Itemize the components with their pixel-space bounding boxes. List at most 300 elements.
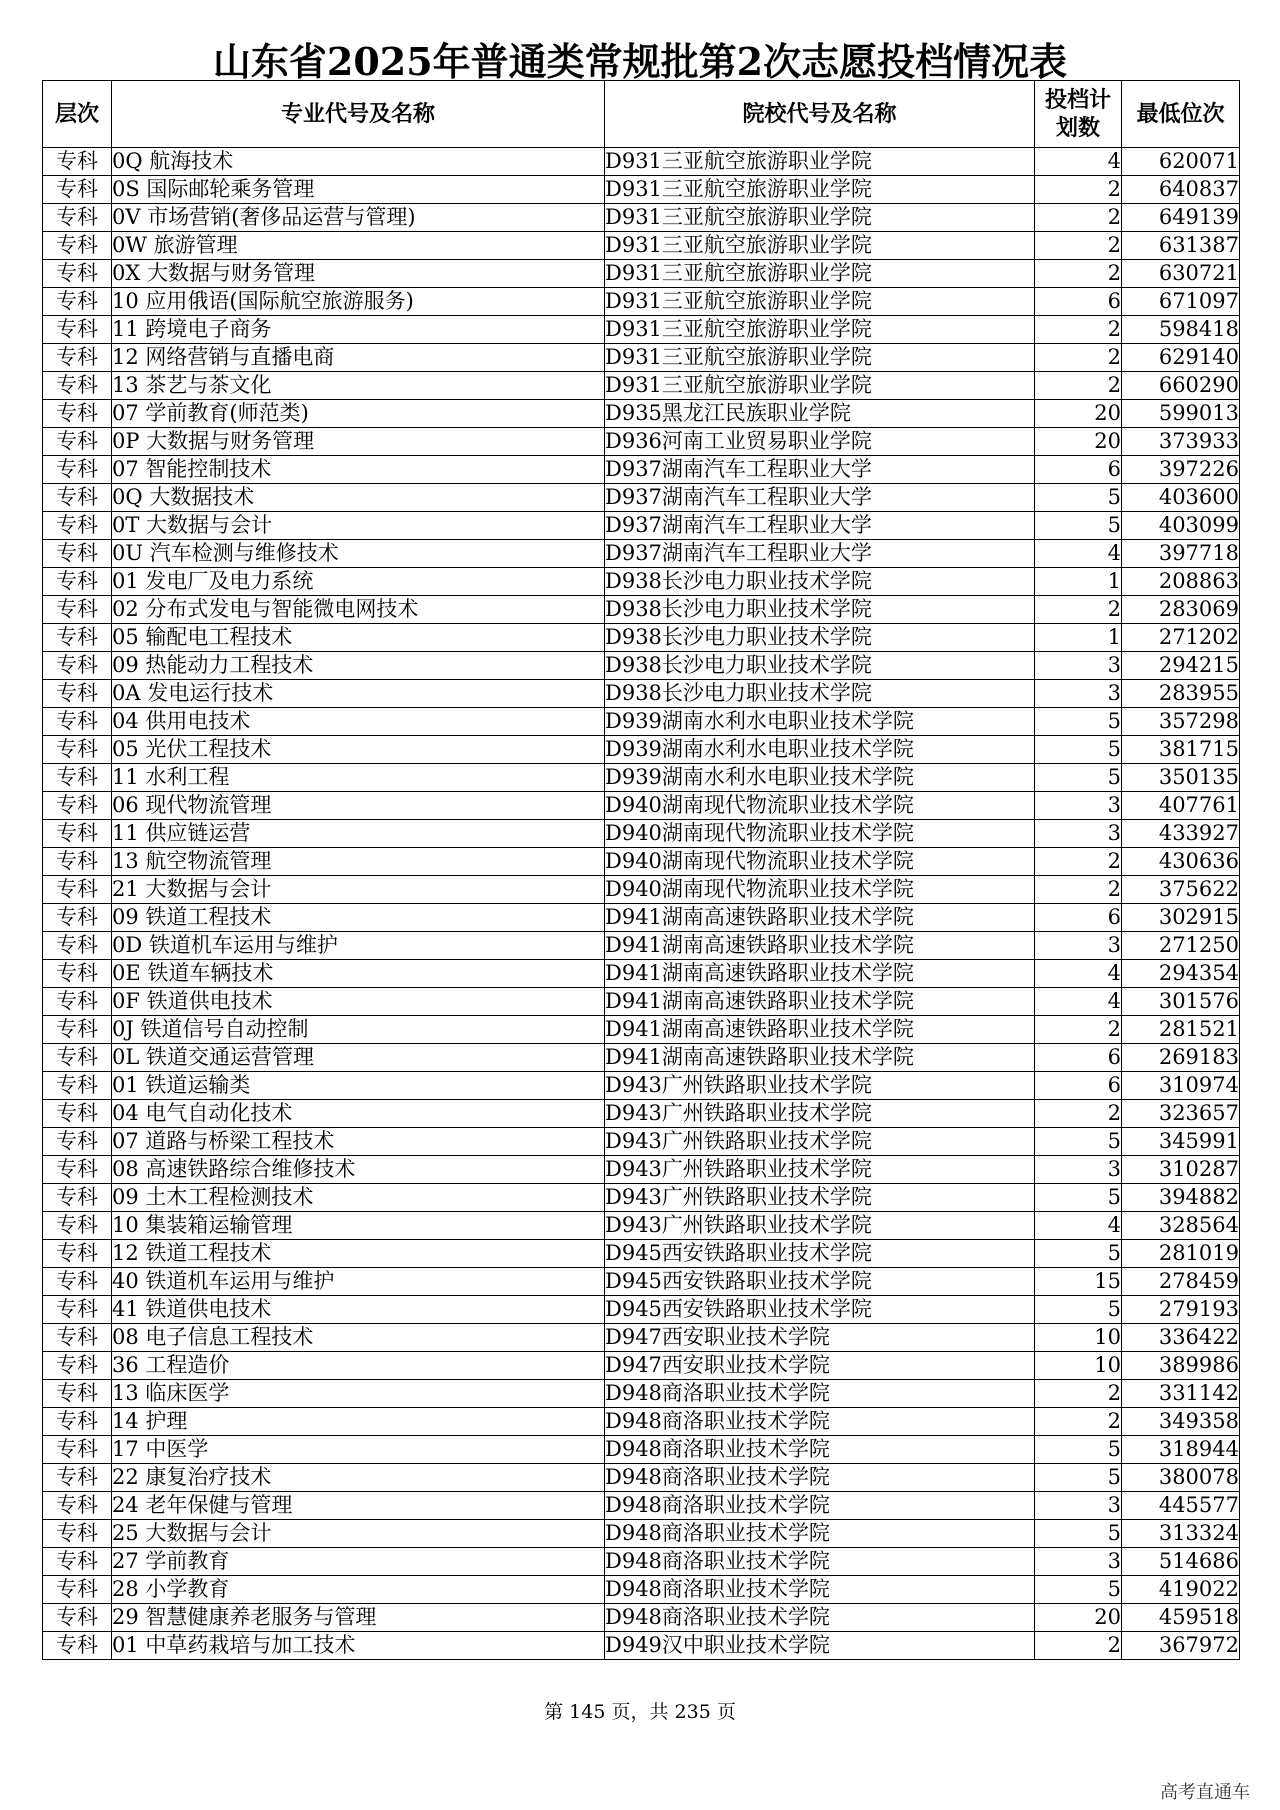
page-footer: 第 145 页，共 235 页 bbox=[544, 1701, 736, 1723]
cell-level: 专科 bbox=[43, 820, 112, 848]
table-row bbox=[43, 176, 1240, 204]
cell-level: 专科 bbox=[43, 1632, 112, 1660]
table-row bbox=[43, 260, 1240, 288]
cell-major: 0F 铁道供电技术 bbox=[112, 988, 605, 1016]
cell-plan: 3 bbox=[1035, 680, 1122, 708]
cell-rank: 310974 bbox=[1122, 1072, 1240, 1100]
table-row bbox=[43, 1436, 1240, 1464]
cell-major: 25 大数据与会计 bbox=[112, 1520, 605, 1548]
table-row bbox=[43, 904, 1240, 932]
cell-level: 专科 bbox=[43, 1016, 112, 1044]
cell-plan: 3 bbox=[1035, 932, 1122, 960]
page-title: 山东省2025年普通类常规批第2次志愿投档情况表 bbox=[212, 39, 1068, 84]
table-row bbox=[43, 1380, 1240, 1408]
table-row bbox=[43, 1296, 1240, 1324]
cell-major: 28 小学教育 bbox=[112, 1576, 605, 1604]
cell-major: 24 老年保健与管理 bbox=[112, 1492, 605, 1520]
cell-rank: 419022 bbox=[1122, 1576, 1240, 1604]
cell-plan: 2 bbox=[1035, 876, 1122, 904]
cell-school: D943广州铁路职业技术学院 bbox=[605, 1100, 1035, 1128]
table-row bbox=[43, 428, 1240, 456]
cell-plan: 5 bbox=[1035, 1576, 1122, 1604]
cell-plan: 20 bbox=[1035, 400, 1122, 428]
table-row bbox=[43, 1240, 1240, 1268]
table-row bbox=[43, 876, 1240, 904]
table-row bbox=[43, 1324, 1240, 1352]
cell-level: 专科 bbox=[43, 1156, 112, 1184]
cell-school: D931三亚航空旅游职业学院 bbox=[605, 204, 1035, 232]
cell-plan: 6 bbox=[1035, 1044, 1122, 1072]
cell-rank: 350135 bbox=[1122, 764, 1240, 792]
cell-plan: 20 bbox=[1035, 1604, 1122, 1632]
cell-rank: 271250 bbox=[1122, 932, 1240, 960]
cell-school: D931三亚航空旅游职业学院 bbox=[605, 176, 1035, 204]
cell-level: 专科 bbox=[43, 904, 112, 932]
table-row bbox=[43, 1212, 1240, 1240]
cell-rank: 283069 bbox=[1122, 596, 1240, 624]
cell-school: D938长沙电力职业技术学院 bbox=[605, 680, 1035, 708]
cell-plan: 5 bbox=[1035, 512, 1122, 540]
table-row bbox=[43, 148, 1240, 176]
cell-plan: 6 bbox=[1035, 904, 1122, 932]
table-body bbox=[43, 148, 1240, 1660]
cell-major: 0X 大数据与财务管理 bbox=[112, 260, 605, 288]
cell-plan: 5 bbox=[1035, 1184, 1122, 1212]
table-row bbox=[43, 988, 1240, 1016]
cell-level: 专科 bbox=[43, 484, 112, 512]
cell-rank: 380078 bbox=[1122, 1464, 1240, 1492]
cell-major: 29 智慧健康养老服务与管理 bbox=[112, 1604, 605, 1632]
cell-major: 09 铁道工程技术 bbox=[112, 904, 605, 932]
table-row bbox=[43, 764, 1240, 792]
header-plan: 投档计划数 bbox=[1035, 81, 1122, 148]
cell-school: D931三亚航空旅游职业学院 bbox=[605, 260, 1035, 288]
table-row bbox=[43, 1072, 1240, 1100]
cell-major: 0E 铁道车辆技术 bbox=[112, 960, 605, 988]
cell-level: 专科 bbox=[43, 1324, 112, 1352]
cell-level: 专科 bbox=[43, 596, 112, 624]
cell-plan: 1 bbox=[1035, 568, 1122, 596]
cell-plan: 6 bbox=[1035, 456, 1122, 484]
cell-level: 专科 bbox=[43, 1352, 112, 1380]
table-row bbox=[43, 1408, 1240, 1436]
cell-major: 22 康复治疗技术 bbox=[112, 1464, 605, 1492]
table-row bbox=[43, 1604, 1240, 1632]
cell-rank: 394882 bbox=[1122, 1184, 1240, 1212]
cell-school: D948商洛职业技术学院 bbox=[605, 1408, 1035, 1436]
cell-major: 07 道路与桥梁工程技术 bbox=[112, 1128, 605, 1156]
cell-school: D948商洛职业技术学院 bbox=[605, 1520, 1035, 1548]
cell-plan: 2 bbox=[1035, 1408, 1122, 1436]
cell-rank: 640837 bbox=[1122, 176, 1240, 204]
table-row bbox=[43, 932, 1240, 960]
cell-major: 0L 铁道交通运营管理 bbox=[112, 1044, 605, 1072]
cell-school: D940湖南现代物流职业技术学院 bbox=[605, 792, 1035, 820]
cell-major: 11 水利工程 bbox=[112, 764, 605, 792]
cell-school: D948商洛职业技术学院 bbox=[605, 1492, 1035, 1520]
cell-level: 专科 bbox=[43, 260, 112, 288]
cell-rank: 375622 bbox=[1122, 876, 1240, 904]
table-row bbox=[43, 1156, 1240, 1184]
cell-school: D937湖南汽车工程职业大学 bbox=[605, 540, 1035, 568]
cell-school: D948商洛职业技术学院 bbox=[605, 1436, 1035, 1464]
table-row bbox=[43, 1464, 1240, 1492]
cell-plan: 15 bbox=[1035, 1268, 1122, 1296]
cell-plan: 4 bbox=[1035, 148, 1122, 176]
cell-major: 0T 大数据与会计 bbox=[112, 512, 605, 540]
cell-school: D938长沙电力职业技术学院 bbox=[605, 568, 1035, 596]
cell-level: 专科 bbox=[43, 652, 112, 680]
cell-major: 05 输配电工程技术 bbox=[112, 624, 605, 652]
cell-level: 专科 bbox=[43, 1212, 112, 1240]
cell-major: 0A 发电运行技术 bbox=[112, 680, 605, 708]
table-row bbox=[43, 708, 1240, 736]
cell-rank: 671097 bbox=[1122, 288, 1240, 316]
cell-major: 21 大数据与会计 bbox=[112, 876, 605, 904]
cell-level: 专科 bbox=[43, 1296, 112, 1324]
cell-school: D941湖南高速铁路职业技术学院 bbox=[605, 988, 1035, 1016]
cell-plan: 5 bbox=[1035, 1240, 1122, 1268]
cell-school: D931三亚航空旅游职业学院 bbox=[605, 288, 1035, 316]
cell-school: D943广州铁路职业技术学院 bbox=[605, 1128, 1035, 1156]
cell-major: 08 电子信息工程技术 bbox=[112, 1324, 605, 1352]
cell-school: D936河南工业贸易职业学院 bbox=[605, 428, 1035, 456]
table-row bbox=[43, 1352, 1240, 1380]
cell-rank: 301576 bbox=[1122, 988, 1240, 1016]
cell-rank: 373933 bbox=[1122, 428, 1240, 456]
cell-rank: 323657 bbox=[1122, 1100, 1240, 1128]
table-row bbox=[43, 1016, 1240, 1044]
table-row bbox=[43, 848, 1240, 876]
cell-school: D939湖南水利水电职业技术学院 bbox=[605, 736, 1035, 764]
table-row bbox=[43, 680, 1240, 708]
cell-major: 0D 铁道机车运用与维护 bbox=[112, 932, 605, 960]
cell-school: D943广州铁路职业技术学院 bbox=[605, 1184, 1035, 1212]
cell-school: D931三亚航空旅游职业学院 bbox=[605, 344, 1035, 372]
cell-rank: 397226 bbox=[1122, 456, 1240, 484]
cell-plan: 5 bbox=[1035, 708, 1122, 736]
table-row bbox=[43, 1268, 1240, 1296]
cell-plan: 2 bbox=[1035, 596, 1122, 624]
cell-level: 专科 bbox=[43, 1240, 112, 1268]
table-row bbox=[43, 1044, 1240, 1072]
cell-rank: 620071 bbox=[1122, 148, 1240, 176]
cell-level: 专科 bbox=[43, 1380, 112, 1408]
cell-level: 专科 bbox=[43, 232, 112, 260]
admission-table bbox=[42, 80, 1240, 1660]
table-row bbox=[43, 1492, 1240, 1520]
cell-school: D940湖南现代物流职业技术学院 bbox=[605, 820, 1035, 848]
cell-major: 0Q 大数据技术 bbox=[112, 484, 605, 512]
cell-school: D947西安职业技术学院 bbox=[605, 1352, 1035, 1380]
cell-rank: 660290 bbox=[1122, 372, 1240, 400]
cell-school: D938长沙电力职业技术学院 bbox=[605, 652, 1035, 680]
cell-plan: 2 bbox=[1035, 1380, 1122, 1408]
cell-level: 专科 bbox=[43, 1492, 112, 1520]
cell-rank: 403099 bbox=[1122, 512, 1240, 540]
cell-major: 0J 铁道信号自动控制 bbox=[112, 1016, 605, 1044]
cell-level: 专科 bbox=[43, 680, 112, 708]
cell-level: 专科 bbox=[43, 316, 112, 344]
cell-school: D943广州铁路职业技术学院 bbox=[605, 1072, 1035, 1100]
cell-level: 专科 bbox=[43, 736, 112, 764]
watermark: 高考直通车 bbox=[1160, 1782, 1250, 1803]
cell-school: D945西安铁路职业技术学院 bbox=[605, 1268, 1035, 1296]
cell-level: 专科 bbox=[43, 1184, 112, 1212]
cell-plan: 5 bbox=[1035, 1464, 1122, 1492]
table-row bbox=[43, 1520, 1240, 1548]
cell-school: D941湖南高速铁路职业技术学院 bbox=[605, 960, 1035, 988]
cell-plan: 2 bbox=[1035, 848, 1122, 876]
cell-major: 12 网络营销与直播电商 bbox=[112, 344, 605, 372]
header-school: 院校代号及名称 bbox=[605, 81, 1035, 148]
cell-plan: 2 bbox=[1035, 1016, 1122, 1044]
cell-school: D939湖南水利水电职业技术学院 bbox=[605, 708, 1035, 736]
cell-rank: 514686 bbox=[1122, 1548, 1240, 1576]
cell-plan: 10 bbox=[1035, 1324, 1122, 1352]
cell-plan: 5 bbox=[1035, 764, 1122, 792]
cell-plan: 5 bbox=[1035, 1520, 1122, 1548]
cell-school: D948商洛职业技术学院 bbox=[605, 1464, 1035, 1492]
cell-major: 06 现代物流管理 bbox=[112, 792, 605, 820]
cell-plan: 2 bbox=[1035, 316, 1122, 344]
cell-major: 09 土木工程检测技术 bbox=[112, 1184, 605, 1212]
cell-rank: 318944 bbox=[1122, 1436, 1240, 1464]
cell-plan: 3 bbox=[1035, 652, 1122, 680]
cell-school: D931三亚航空旅游职业学院 bbox=[605, 148, 1035, 176]
cell-rank: 313324 bbox=[1122, 1520, 1240, 1548]
cell-major: 04 电气自动化技术 bbox=[112, 1100, 605, 1128]
cell-school: D949汉中职业技术学院 bbox=[605, 1632, 1035, 1660]
table-row bbox=[43, 484, 1240, 512]
cell-level: 专科 bbox=[43, 1464, 112, 1492]
cell-level: 专科 bbox=[43, 176, 112, 204]
cell-level: 专科 bbox=[43, 288, 112, 316]
cell-level: 专科 bbox=[43, 1520, 112, 1548]
cell-school: D935黑龙江民族职业学院 bbox=[605, 400, 1035, 428]
cell-rank: 367972 bbox=[1122, 1632, 1240, 1660]
cell-rank: 445577 bbox=[1122, 1492, 1240, 1520]
cell-level: 专科 bbox=[43, 456, 112, 484]
cell-major: 01 发电厂及电力系统 bbox=[112, 568, 605, 596]
cell-plan: 2 bbox=[1035, 372, 1122, 400]
cell-plan: 6 bbox=[1035, 288, 1122, 316]
cell-school: D943广州铁路职业技术学院 bbox=[605, 1212, 1035, 1240]
table-row bbox=[43, 540, 1240, 568]
cell-rank: 271202 bbox=[1122, 624, 1240, 652]
table-row bbox=[43, 1576, 1240, 1604]
cell-rank: 328564 bbox=[1122, 1212, 1240, 1240]
cell-rank: 407761 bbox=[1122, 792, 1240, 820]
cell-school: D941湖南高速铁路职业技术学院 bbox=[605, 904, 1035, 932]
cell-plan: 5 bbox=[1035, 1436, 1122, 1464]
cell-plan: 5 bbox=[1035, 736, 1122, 764]
cell-rank: 345991 bbox=[1122, 1128, 1240, 1156]
cell-plan: 20 bbox=[1035, 428, 1122, 456]
cell-major: 27 学前教育 bbox=[112, 1548, 605, 1576]
cell-plan: 3 bbox=[1035, 1156, 1122, 1184]
cell-level: 专科 bbox=[43, 708, 112, 736]
cell-level: 专科 bbox=[43, 512, 112, 540]
cell-rank: 629140 bbox=[1122, 344, 1240, 372]
cell-level: 专科 bbox=[43, 1576, 112, 1604]
cell-major: 10 集装箱运输管理 bbox=[112, 1212, 605, 1240]
header-rank: 最低位次 bbox=[1122, 81, 1240, 148]
table-row bbox=[43, 736, 1240, 764]
table-row bbox=[43, 820, 1240, 848]
table-row bbox=[43, 512, 1240, 540]
table-row bbox=[43, 372, 1240, 400]
cell-level: 专科 bbox=[43, 1100, 112, 1128]
cell-plan: 3 bbox=[1035, 1548, 1122, 1576]
cell-level: 专科 bbox=[43, 1072, 112, 1100]
cell-major: 07 学前教育(师范类) bbox=[112, 400, 605, 428]
cell-level: 专科 bbox=[43, 960, 112, 988]
cell-plan: 5 bbox=[1035, 1128, 1122, 1156]
cell-rank: 630721 bbox=[1122, 260, 1240, 288]
table-row bbox=[43, 1100, 1240, 1128]
cell-rank: 336422 bbox=[1122, 1324, 1240, 1352]
cell-plan: 5 bbox=[1035, 1296, 1122, 1324]
table-row bbox=[43, 400, 1240, 428]
cell-level: 专科 bbox=[43, 1436, 112, 1464]
cell-school: D937湖南汽车工程职业大学 bbox=[605, 484, 1035, 512]
cell-major: 12 铁道工程技术 bbox=[112, 1240, 605, 1268]
cell-rank: 430636 bbox=[1122, 848, 1240, 876]
cell-school: D937湖南汽车工程职业大学 bbox=[605, 456, 1035, 484]
cell-rank: 631387 bbox=[1122, 232, 1240, 260]
cell-school: D945西安铁路职业技术学院 bbox=[605, 1240, 1035, 1268]
header-level: 层次 bbox=[43, 81, 112, 148]
cell-school: D941湖南高速铁路职业技术学院 bbox=[605, 1044, 1035, 1072]
cell-rank: 294354 bbox=[1122, 960, 1240, 988]
cell-plan: 6 bbox=[1035, 1072, 1122, 1100]
cell-school: D940湖南现代物流职业技术学院 bbox=[605, 876, 1035, 904]
cell-school: D943广州铁路职业技术学院 bbox=[605, 1156, 1035, 1184]
table-row bbox=[43, 204, 1240, 232]
table-row bbox=[43, 1632, 1240, 1660]
cell-school: D948商洛职业技术学院 bbox=[605, 1604, 1035, 1632]
cell-school: D941湖南高速铁路职业技术学院 bbox=[605, 1016, 1035, 1044]
cell-rank: 310287 bbox=[1122, 1156, 1240, 1184]
cell-level: 专科 bbox=[43, 932, 112, 960]
cell-level: 专科 bbox=[43, 204, 112, 232]
table-row bbox=[43, 960, 1240, 988]
cell-rank: 381715 bbox=[1122, 736, 1240, 764]
cell-school: D938长沙电力职业技术学院 bbox=[605, 624, 1035, 652]
cell-level: 专科 bbox=[43, 1548, 112, 1576]
cell-plan: 4 bbox=[1035, 1212, 1122, 1240]
table-header-row bbox=[43, 81, 1240, 148]
cell-level: 专科 bbox=[43, 1408, 112, 1436]
cell-major: 11 跨境电子商务 bbox=[112, 316, 605, 344]
cell-plan: 2 bbox=[1035, 176, 1122, 204]
cell-rank: 389986 bbox=[1122, 1352, 1240, 1380]
cell-major: 09 热能动力工程技术 bbox=[112, 652, 605, 680]
cell-school: D931三亚航空旅游职业学院 bbox=[605, 316, 1035, 344]
cell-plan: 4 bbox=[1035, 988, 1122, 1016]
cell-major: 0V 市场营销(奢侈品运营与管理) bbox=[112, 204, 605, 232]
cell-major: 40 铁道机车运用与维护 bbox=[112, 1268, 605, 1296]
cell-rank: 599013 bbox=[1122, 400, 1240, 428]
cell-major: 01 中草药栽培与加工技术 bbox=[112, 1632, 605, 1660]
cell-level: 专科 bbox=[43, 568, 112, 596]
cell-school: D931三亚航空旅游职业学院 bbox=[605, 232, 1035, 260]
cell-plan: 2 bbox=[1035, 1100, 1122, 1128]
cell-level: 专科 bbox=[43, 400, 112, 428]
table-row bbox=[43, 792, 1240, 820]
table-row bbox=[43, 1184, 1240, 1212]
table-row bbox=[43, 288, 1240, 316]
cell-rank: 283955 bbox=[1122, 680, 1240, 708]
cell-plan: 2 bbox=[1035, 232, 1122, 260]
table-row bbox=[43, 568, 1240, 596]
cell-major: 41 铁道供电技术 bbox=[112, 1296, 605, 1324]
table-row bbox=[43, 232, 1240, 260]
cell-major: 04 供用电技术 bbox=[112, 708, 605, 736]
cell-rank: 281521 bbox=[1122, 1016, 1240, 1044]
cell-plan: 5 bbox=[1035, 484, 1122, 512]
cell-level: 专科 bbox=[43, 372, 112, 400]
cell-level: 专科 bbox=[43, 1044, 112, 1072]
table-row bbox=[43, 344, 1240, 372]
cell-rank: 294215 bbox=[1122, 652, 1240, 680]
cell-school: D940湖南现代物流职业技术学院 bbox=[605, 848, 1035, 876]
cell-plan: 3 bbox=[1035, 820, 1122, 848]
cell-plan: 4 bbox=[1035, 960, 1122, 988]
cell-level: 专科 bbox=[43, 988, 112, 1016]
cell-plan: 2 bbox=[1035, 204, 1122, 232]
cell-rank: 281019 bbox=[1122, 1240, 1240, 1268]
table-row bbox=[43, 624, 1240, 652]
cell-level: 专科 bbox=[43, 148, 112, 176]
cell-major: 0S 国际邮轮乘务管理 bbox=[112, 176, 605, 204]
cell-major: 17 中医学 bbox=[112, 1436, 605, 1464]
cell-rank: 279193 bbox=[1122, 1296, 1240, 1324]
cell-major: 02 分布式发电与智能微电网技术 bbox=[112, 596, 605, 624]
cell-major: 0U 汽车检测与维修技术 bbox=[112, 540, 605, 568]
cell-plan: 10 bbox=[1035, 1352, 1122, 1380]
cell-school: D947西安职业技术学院 bbox=[605, 1324, 1035, 1352]
cell-school: D945西安铁路职业技术学院 bbox=[605, 1296, 1035, 1324]
cell-school: D948商洛职业技术学院 bbox=[605, 1576, 1035, 1604]
cell-major: 14 护理 bbox=[112, 1408, 605, 1436]
cell-major: 05 光伏工程技术 bbox=[112, 736, 605, 764]
cell-rank: 397718 bbox=[1122, 540, 1240, 568]
cell-level: 专科 bbox=[43, 1604, 112, 1632]
cell-level: 专科 bbox=[43, 848, 112, 876]
cell-rank: 459518 bbox=[1122, 1604, 1240, 1632]
cell-school: D941湖南高速铁路职业技术学院 bbox=[605, 932, 1035, 960]
table-row bbox=[43, 1128, 1240, 1156]
cell-rank: 649139 bbox=[1122, 204, 1240, 232]
cell-major: 36 工程造价 bbox=[112, 1352, 605, 1380]
cell-level: 专科 bbox=[43, 1268, 112, 1296]
cell-major: 10 应用俄语(国际航空旅游服务) bbox=[112, 288, 605, 316]
cell-major: 07 智能控制技术 bbox=[112, 456, 605, 484]
cell-rank: 349358 bbox=[1122, 1408, 1240, 1436]
cell-rank: 433927 bbox=[1122, 820, 1240, 848]
cell-level: 专科 bbox=[43, 540, 112, 568]
cell-rank: 331142 bbox=[1122, 1380, 1240, 1408]
cell-major: 0Q 航海技术 bbox=[112, 148, 605, 176]
cell-rank: 357298 bbox=[1122, 708, 1240, 736]
cell-major: 0W 旅游管理 bbox=[112, 232, 605, 260]
cell-rank: 302915 bbox=[1122, 904, 1240, 932]
cell-plan: 2 bbox=[1035, 1632, 1122, 1660]
cell-school: D948商洛职业技术学院 bbox=[605, 1548, 1035, 1576]
cell-level: 专科 bbox=[43, 624, 112, 652]
